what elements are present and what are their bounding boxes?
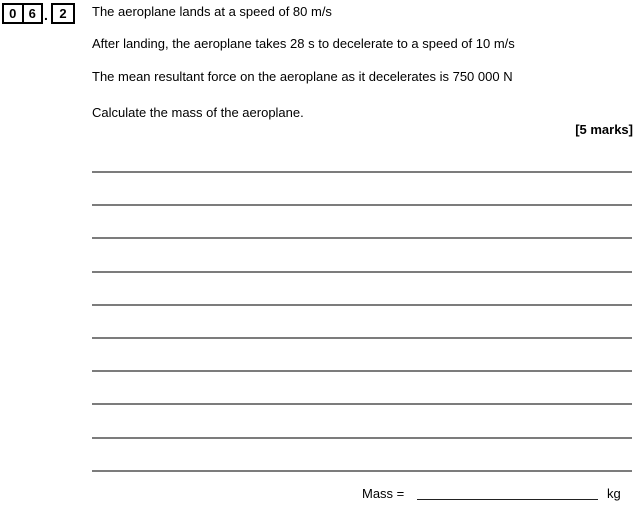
answer-line <box>92 403 632 405</box>
question-digit-1: 0 <box>9 6 17 21</box>
question-number-box <box>2 3 43 24</box>
question-number-separator: . <box>44 7 48 23</box>
answer-line <box>92 470 632 472</box>
answer-line <box>92 171 632 173</box>
result-answer-line <box>417 499 598 500</box>
marks-label: [5 marks] <box>575 122 633 137</box>
result-label: Mass = <box>362 486 405 501</box>
question-digit-2: 6 <box>22 5 42 22</box>
question-part-box <box>51 3 75 24</box>
answer-line <box>92 204 632 206</box>
answer-line <box>92 337 632 339</box>
answer-line <box>92 271 632 273</box>
answer-line <box>92 370 632 372</box>
question-text-line-2: After landing, the aeroplane takes 28 s to decelerate to a speed of 10 m/s <box>92 36 515 51</box>
question-text-line-1: The aeroplane lands at a speed of 80 m/s <box>92 4 332 19</box>
answer-line <box>92 237 632 239</box>
question-text-line-3: The mean resultant force on the aeroplane as it decelerates is 750 000 N <box>92 69 513 84</box>
answer-line <box>92 304 632 306</box>
result-unit: kg <box>607 486 621 501</box>
question-text-line-4: Calculate the mass of the aeroplane. <box>92 105 304 120</box>
question-part-digit: 2 <box>59 6 67 21</box>
answer-line <box>92 437 632 439</box>
